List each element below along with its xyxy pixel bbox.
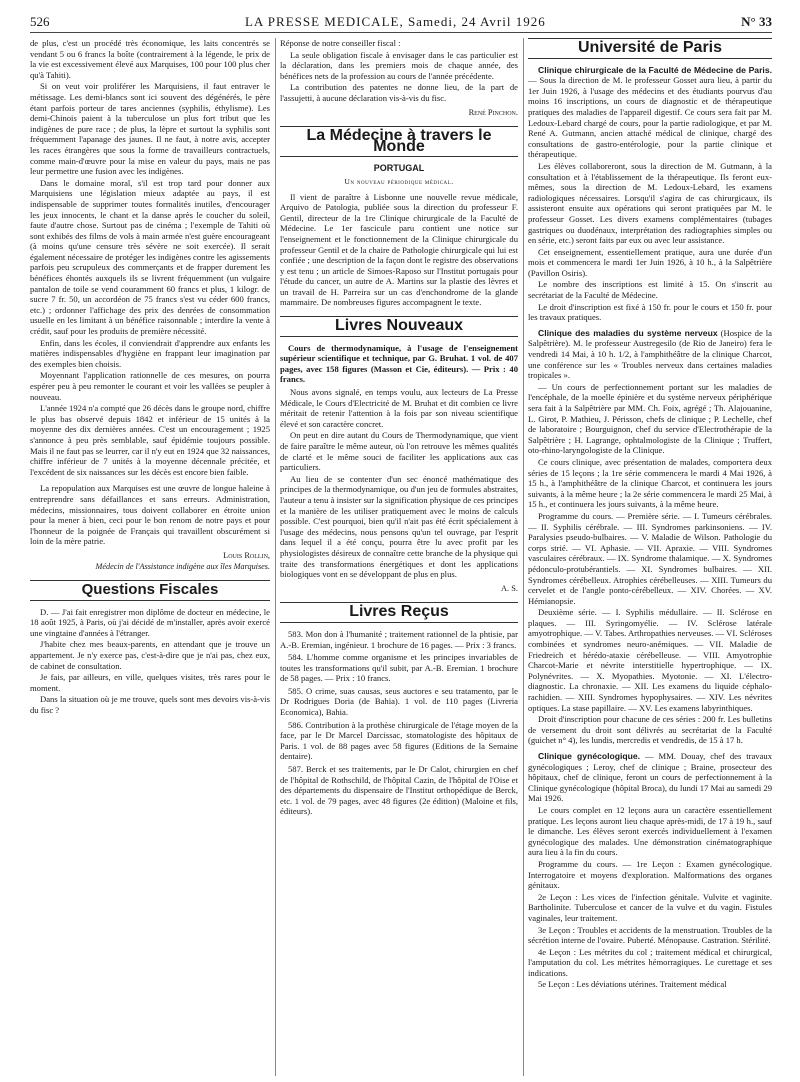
question-paragraph: D. — J'ai fait enregistrer mon diplôme de docteur en médecine, le 18 août 1925, à Paris, où j'ai décidé de m'installer, après avoir exercé une vingtaine d'années à l'étranger.: [30, 606, 270, 638]
question-paragraph: J'habite chez mes beaux-parents, en attendant que je trouve un appartement. Je n'y exerce pas, c'est-à-dire que je n'ai pas, chez eux, de cabinet de consultation.: [30, 639, 270, 671]
university-announcements: [528, 65, 772, 990]
announcement-text: Cet enseignement, essentiellement pratique, aura une durée d'un mois et commencera le mardi 1er Juin 1926, à 10 h., à la Salpêtrière (Pavillon Osiris).: [528, 246, 772, 278]
article-paragraph: Il vient de paraître à Lisbonne une nouvelle revue médicale, Arquivo de Patologia, publiée sous la direction du professeur F. Gentil, directeur de la 1re Clinique chirurgicale de la Faculté de Médecine. Le 1er fascicule paru contient une notice sur l'enseignement et le fonctionnement de la Clinique chirurgicale du professeur Gentil et de la chaire de Pathologie chirurgicale qui lui est confiée ; une description de la façon dont le registre des observations y est tenu ; un article de Simoes-Raposo sur l'Institut portugais pour l'étude du cancer, un autre de A. Martins sur la plastie des lèvres et un travail de H. Parreira sur un cas d'enchondrome de la glande mammaire. De nombreuses figures accompagnent le texte.: [280, 191, 518, 308]
announcement-text: Droit d'inscription pour chacune de ces séries : 200 fr. Les bulletins de versement du droit sont délivrés au secrétariat de la Faculté (guichet n° 4), les lundis, mercredis et vendredis, de 15 à 17 h.: [528, 714, 772, 746]
question-paragraph: Dans la situation où je me trouve, quels sont mes devoirs vis-à-vis du fisc ?: [30, 694, 270, 716]
announcement-text: — Sous la direction de M. le professeur Gosset aura lieu, à partir du 1er Juin 1926, à l'usage des médecins et des étudiants pourvus d'au moins 16 inscriptions, un cours de diagnostic et de thérapeutique pratiques des maladies de l'appareil digestif. Ce cours sera fait par M. Ledoux-Lebard chargé de cours, pour la partie radiologique, et par M. René A. Gutmann, ancien attaché médical de clinique, chargé des consultations de gastro-entérologie, pour la partie clinique et thérapeutique.: [528, 75, 772, 160]
article-paragraph: de plus, c'est un procédé très économique, les laits concentrés se vendant 5 ou 6 francs la boîte (contrairement à la légende, le prix de la vie est excessivement élevé aux Marquises, 100 pour 100 plus cher qu'à Tahiti).: [30, 38, 270, 80]
country-heading: PORTUGAL: [373, 163, 425, 174]
announcement-text: — Un cours de perfectionnement portant sur les maladies de l'encéphale, de la moelle épinière et du système nerveux périphérique sera fait à la Salpêtrière par MM. Ch. Foix, agrégé ; Th. Alajouanine, L. Girot, P. Mathieu, J. Périsson, chefs de clinique ; P. Lechelle, chef de laboratoire ; Bourguignon, chef du service d'Electrothérapie de la Salpêtrière ; H. Lagrange, ophtalmologiste de la Clinique ; Truffert, oto-rhino-laryngologiste de la Clinique.: [528, 381, 772, 456]
announcement-text: 2e Leçon : Les vices de l'infection génitale. Vulvite et vaginite. Bartholinite. Tuberculose et cancer de la vulve et du vagin. Fistules vaginales, leur traitement.: [528, 891, 772, 923]
column-left: [30, 38, 270, 1076]
announcement-text: Programme du cours. — 1re Leçon : Examen gynécologique. Interrogatoire et moyens d'exploration. Malformations des organes génitaux.: [528, 858, 772, 891]
announcement-paragraph: [528, 65, 772, 160]
reply-paragraph: La seule obligation fiscale à envisager dans le cas particulier est la déclaration, dans les premiers mois de chaque année, des bénéfices nets de la profession au cours de l'année précédente.: [280, 49, 518, 81]
announcement-text: — MM. Douay, chef des travaux gynécologiques ; Leroy, chef de clinique ; Braine, prosecteur des hôpitaux, chef de clinique, feront un cours de perfectionnement à la Clinique gynécologique (hôpital Broca), du lundi 17 Mai au samedi 29 Mai 1926.: [528, 751, 772, 804]
section-title-universite: Université de Paris: [528, 38, 772, 59]
article-subheading: Un nouveau périodique médical.: [344, 176, 454, 186]
article-paragraph: Enfin, dans les écoles, il conviendrait d'apprendre aux enfants les matières indispensables d'hygiène en frappant leur imagination par des exemples bien choisis.: [30, 337, 270, 369]
announcement-heading: Clinique gynécologique.: [538, 751, 641, 761]
announcement-text: Programme du cours. — Première série. — I. Tumeurs cérébrales. — II. Syphilis cérébrale. — III. Syndromes parkinsoniens. — IV. Paralysies pseudo-bulbaires. — V. Maladie de Wilson. Pathologie du corps strié. — VI. Aphasie. — VII. Apraxie. — VIII. Syndromes vasculaires cérébraux. — IX. Syndrome thalamique. — X. Syndromes pédonculo-protubérantiels. — XI. Syndromes bulbaires. — XII. Syndromes cérébelleux. Atrophies cérébelleuses. — XIII. Tumeurs du cervelet et de l'angle ponto-cérébelleux. — XIV. Chorées. — XV. Hémianopsie.: [528, 510, 772, 606]
question-paragraph: Je fais, par ailleurs, en ville, quelques visites, très rares pour le moment.: [30, 672, 270, 693]
announcement-text: 4e Leçon : Les métrites du col ; traitement médical et chirurgical, l'amputation du col. Les métrites hémorragiques. Le curettage et ses indications.: [528, 946, 772, 978]
received-book-entry: 586. Contribution à la prothèse chirurgicale de l'étage moyen de la face, par le Dr Marcel Darcissac, stomatologiste des hôpitaux de Paris. 1 vol. de 88 pages avec 58 figures (Editions de la Semaine dentaire).: [280, 719, 518, 762]
announcement-paragraph: [528, 328, 772, 381]
author-signature: Louis Rollin,: [223, 550, 270, 560]
announcement-paragraph: [528, 511, 772, 606]
announcement-text: Ce cours clinique, avec présentation de malades, comportera deux séries de 15 leçons ; la 1re série commencera le mardi 4 Mai 1926, à 15 h., à l'amphithéâtre de la clinique Charcot, et continuera les jours suivants, à la même heure ; la 2e série commencera le mardi 25 Mai, à 15 h., et continuera les jours suivants, à la même heure.: [528, 456, 772, 510]
announcement-text: (Hospice de la Salpêtrière). M. le professeur Austregesilo (de Rio de Janeiro) fera le vendredi 14 Mai, à 10 h. 1/2, à l'amphithéâtre de la clinique Charcot, une conférence sur les « Troubles nerveux dans certaines maladies tropicales ».: [528, 327, 772, 381]
announcement-paragraph: [528, 979, 772, 990]
section-title-questions-fiscales: Questions Fiscales: [30, 580, 270, 601]
announcement-paragraph: [528, 382, 772, 456]
issue-number: N° 33: [741, 14, 772, 29]
received-book-entry: 585. O crime, suas causas, seus auctores e seu tratamento, par le Dr Rodrigues Doria (de Bahia). 1 vol. de 110 pages (Livreria Economica), Bahia.: [280, 685, 518, 718]
review-paragraph: On peut en dire autant du Cours de Thermodynamique, que vient de faire paraître le même auteur, où l'on retrouve les mêmes qualités de clarté et le même souci de faciliter les applications aux cas particuliers.: [280, 430, 518, 473]
column-middle: [280, 38, 518, 1076]
column-divider: [523, 38, 524, 1076]
received-book-entry: 587. Berck et ses traitements, par le Dr Calot, chirurgien en chef de l'hôpital de Rothschild, de l'hôpital Cazin, de l'hôpital de l'Oise et des départements du dispensaire de l'Institut orthopédique de Berck, etc. 1 vol. de 79 pages, avec 48 figures (2e édition) (Maloine et fils, éditeurs).: [280, 764, 518, 817]
announcement-text: Les élèves collaboreront, sous la direction de M. Gutmann, à la consultation et à l'établissement de la thérapeutique. Ils feront eux-mêmes, sous la direction de M. Ledoux-Lebard, les examens radiologiques nécessaires. Lorsqu'il s'agira de cas chirurgicaux, ils assisteront ensuite aux opérations qui seront pratiquées par M. le professeur Gosset. Les divers examens complémentaires (tubages gastriques ou duodénaux, interprétation des radiographies simples ou en série, etc.) seront faits par eux ou avec leur assistance.: [528, 160, 772, 246]
announcement-paragraph: [528, 859, 772, 891]
announcement-text: Deuxième série. — I. Syphilis médullaire. — II. Sclérose en plaques. — III. Syringomyélie. — IV. Sclérose latérale amyotrophique. — V. Tabes. Arthropathies nerveuses. — VI. Scléroses combinées et syndromes neuro-anémiques. — VII. Maladie de Friedreich et hérédo-ataxie cérébelleuse. — VIII. Amyotrophie Charcot-Marie et névrite interstitielle hypertrophique. — IX. Polynévrites. — X. Myopathies. Myotonie. — XI. L'électro-diagnostic. La chronaxie. — XII. Les examens du liquide céphalo-rachidien. — XIII. Syndromes hypophysaires. — XIV. Les névrites optiques. La stase papillaire. — XV. Les examens labyrinthiques.: [528, 607, 772, 713]
section-title-livres-nouveaux: Livres Nouveaux: [280, 316, 518, 337]
column-divider: [275, 38, 276, 1076]
section-title-livres-recus: Livres Reçus: [280, 602, 518, 623]
book-entry: Cours de thermodynamique, à l'usage de l'enseignement supérieur scientifique et technique, par G. Bruhat. 1 vol. de 407 pages, avec 158 figures (Masson et Cie, éditeurs). — Prix : 40 francs.: [280, 342, 518, 385]
article-paragraph: Dans le domaine moral, s'il est trop tard pour donner aux Marquisiens une législation mieux adaptée au pays, il est indispensable de supprimer toutes formalités inutiles, d'encourager les jeux innocents, le chant et la danse après le coucher du soleil, faute d'autre chose. Surtout pas de cinéma ; l'exemple de Tahiti où sont exhibés des films de vols à main armée n'est guère encourageant (à moins qu'une censure très sévère ne soit exercée). Il serait également nécessaire de protéger les indigènes contre les agissements parfois peu scrupuleux des commerçants et de frapper durement les bénéfices éhontés auxquels ils se livrent fréquemment (un vulgaire pantalon de toile se vend couramment 60 francs et plus, 1 kilogr. de sucre 7 fr. 50, un accordéon de 75 francs s'est vu céder 600 francs, etc.) ; ordonner l'affichage des prix des denrées de consommation usuelle en les limitant à un bénéfice raisonnable ; interdire la vente à crédit, sauf pour les produits de première nécessité.: [30, 177, 270, 337]
article-paragraph: Si on veut voir proliférer les Marquisiens, il faut entraver le métissage. Les demi-blancs sont ici souvent des dégénérés, le père étant parfois porteur de tares anciennes (syphilis, éthylisme). Les demi-Chinois paient à la tuberculose un plus fort tribut que les indigènes de pure race ; de plus, la lèpre et surtout la syphilis sont fréquemment l'apanage des jaunes. Il ne faut, à notre avis, accepter les races étrangères que sous la forme de travailleurs contractuels, comme main-d'œuvre pour la mise en valeur du pays, mais ne pas leur permettre une fusion avec les indigènes.: [30, 81, 270, 177]
announcement-text: 3e Leçon : Troubles et accidents de la menstruation. Troubles de la sécrétion interne de l'ovaire. Puberté. Ménopause. Castration. Stérilité.: [528, 924, 772, 946]
reply-signature: René Pinchon.: [468, 107, 518, 117]
announcement-text: Le cours complet en 12 leçons aura un caractère essentiellement pratique. Les leçons auront lieu chaque après-midi, de 17 à 19 h., sauf le dimanche. Les élèves seront exercés individuellement à l'examen gynécologique des malades. Une démonstration cinématographique aura lieu à la fin du cours.: [528, 804, 772, 858]
announcement-paragraph: [528, 457, 772, 510]
journal-title: LA PRESSE MEDICALE, Samedi, 24 Avril 1926: [244, 14, 546, 29]
page-header: [30, 10, 772, 33]
announcement-heading: Clinique chirurgicale de la Faculté de Médecine de Paris.: [538, 64, 772, 75]
announcement-paragraph: [528, 947, 772, 979]
column-right: [528, 38, 772, 1076]
article-paragraph: Moyennant l'application rationnelle de ces mesures, on pourra espérer peu à peu remonter le courant et voir les vallées se peupler à nouveau.: [30, 370, 270, 402]
announcement-paragraph: [528, 607, 772, 713]
article-paragraph: L'année 1924 n'a compté que 26 décès dans le groupe nord, chiffre le plus bas observé depuis 1842 et inférieur de 15 unités à la moyenne des dix dernières années. C'est un encouragement ; 1925 s'annonce à peu près semblable, sauf épidémie toujours possible. Mais il ne faut pas se leurrer, car il n'y eut en 1924 que 32 naissances, chiffre inférieur de 7 unités à la moyenne décennale précitée, et l'excédent de six naissances sur les décès est encore bien faible.: [30, 403, 270, 477]
announcement-paragraph: [528, 714, 772, 746]
received-book-entry: 584. L'homme comme organisme et les principes invariables de toutes les transformations qu'il subit, par A.-B. Eremian. 1 brochure de 58 pages. — Prix : 10 francs.: [280, 652, 518, 684]
announcement-paragraph: [528, 892, 772, 924]
announcement-text: Le nombre des inscriptions est limité à 15. On s'inscrit au secrétariat de la Faculté de Médecine.: [528, 279, 772, 301]
announcement-text: Le droit d'inscription est fixé à 150 fr. pour le cours et 150 fr. pour les travaux pratiques.: [528, 301, 772, 323]
announcement-paragraph: [528, 161, 772, 246]
announcement-paragraph: [528, 302, 772, 323]
received-book-entry: 583. Mon don à l'humanité ; traitement rationnel de la phtisie, par A.-B. Eremian, ingénieur. 1 brochure de 16 pages. — Prix : 3 francs.: [280, 628, 518, 650]
reply-paragraph: La contribution des patentes ne donne lieu, de la part de l'assujetti, à aucune déclaration vis-à-vis du fisc.: [280, 82, 518, 103]
announcement-heading: Clinique des maladies du système nerveux: [538, 327, 718, 338]
section-title-medecine-monde: La Médecine à travers le Monde: [280, 126, 518, 157]
announcement-paragraph: [528, 751, 772, 804]
announcement-paragraph: [528, 247, 772, 279]
reply-intro: Réponse de notre conseiller fiscal :: [280, 38, 401, 48]
review-signature: A. S.: [501, 583, 518, 593]
announcement-paragraph: [528, 805, 772, 858]
author-title: Médecin de l'Assistance indigène aux îles Marquises.: [95, 561, 270, 571]
announcement-paragraph: [528, 279, 772, 300]
review-paragraph: Au lieu de se contenter d'un sec énoncé mathématique des principes de la thermodynamique, ou d'un jeu de formules abstraites, l'auteur a tenu à insister sur la signification physique de ces principes et la manière de les utiliser pratiquement avec le moins de calculs possible. C'est pourquoi, bien qu'il n'ait pas été écrit spécialement à l'usage des médecins, nous pensons qu'un tel ouvrage, par l'esprit dans lequel il a été conçu, pourra être lu avec profit par les physiologistes désireux de connaître cette branche de la physique qui traite des transformations énergétiques et dont les applications biologiques vont en se développant de plus en plus.: [280, 473, 518, 580]
review-paragraph: Nous avons signalé, en temps voulu, aux lecteurs de La Presse Médicale, le Cours d'Electricité de M. Bruhat et dit combien ce livre méritait de retenir l'attention à la fois par son niveau scientifique élevé et son caractère concret.: [280, 387, 518, 429]
page-number: 526: [30, 14, 50, 29]
announcement-text: 5e Leçon : Les déviations utérines. Traitement médical: [538, 979, 727, 990]
article-paragraph: La repopulation aux Marquises est une œuvre de longue haleine à entreprendre sans défaillances et sans erreurs. Administration, médecins, missionnaires, tous doivent collaborer en étroite union pour la mener à bien, ceci pour le bon renom de notre pays et pour l'honneur de la poignée de Français qui travaillent obscurément si loin de la mère patrie.: [30, 483, 270, 547]
announcement-paragraph: [528, 925, 772, 946]
